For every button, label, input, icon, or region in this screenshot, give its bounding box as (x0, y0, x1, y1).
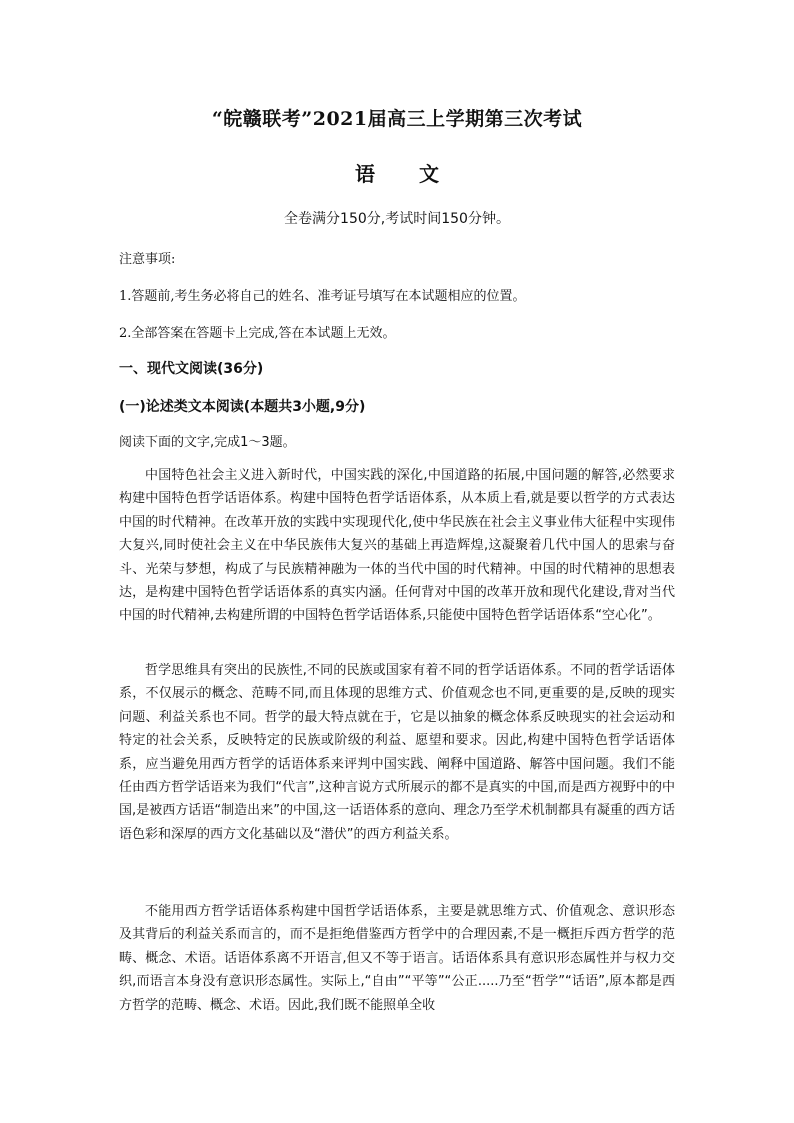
exam-title: “皖赣联考”2021届高三上学期第三次考试 (211, 108, 583, 130)
notice-item-2: 2.全部答案在答题卡上完成,答在本试题上无效。 (119, 326, 396, 341)
passage-paragraph-3: 不能用西方哲学话语体系构建中国哲学话语体系，主要是就思维方式、价值观念、意识形态及其背后的利益关系而言的，而不是拒绝借鉴西方哲学中的合理因素,不是一概拒斥西方哲学的范畴、概念、术语。话语体系离不开语言,但又不等于语言。话语体系具有意识形态属性并与权力交织,而语言本身没有意识形态属性。实际上,“自由”“平等”“公正.....乃至“哲学”“话语”,原本都是西方哲学的范畴、概念、术语。因此,我们既不能照单全收 (119, 904, 675, 1013)
subject-title: 语文 (355, 162, 483, 186)
reading-instruction: 阅读下面的文字,完成1～3题。 (119, 435, 296, 450)
notice-label: 注意事项: (119, 252, 176, 267)
section-heading: 一、现代文阅读(36分) (119, 361, 264, 377)
passage-paragraph-1: 中国特色社会主义进入新时代，中国实践的深化,中国道路的拓展,中国问题的解答,必然要求构建中国特色哲学话语体系。构建中国特色哲学话语体系，从本质上看,就是要以哲学的方式表达中国的时代精神。在改革开放的实践中实现现代化,使中华民族在社会主义事业伟大征程中实现伟大复兴,同时使社会主义在中华民族伟大复兴的基础上再造辉煌,这凝聚着几代中国人的思索与奋斗、光荣与梦想，构成了与民族精神融为一体的当代中国的时代精神。中国的时代精神的思想表达，是构建中国特色哲学话语体系的真实内涵。任何背对中国的改革开放和现代化建设,背对当代中国的时代精神,去构建所谓的中国特色哲学话语体系,只能使中国特色哲学话语体系“空心化”。 (119, 468, 675, 624)
passage-paragraph-2: 哲学思维具有突出的民族性,不同的民族或国家有着不同的哲学话语体系。不同的哲学话语体系，不仅展示的概念、范畴不同,而且体现的思维方式、价值观念也不同,更重要的是,反映的现实问题、利益关系也不同。哲学的最大特点就在于，它是以抽象的概念体系反映现实的社会运动和特定的社会关系，反映特定的民族或阶级的利益、愿望和要求。因此,构建中国特色哲学话语体系，应当避免用西方哲学的话语体系来评判中国实践、阐释中国道路、解答中国问题。我们不能任由西方哲学话语来为我们“代言”,这种言说方式所展示的都不是真实的中国,而是西方视野中的中国,是被西方话语“制造出来”的中国,这一话语体系的意向、理念乃至学术机制都具有凝重的西方话语色彩和深厚的西方文化基础以及“潜伏”的西方利益关系。 (119, 663, 675, 842)
score-note: 全卷满分150分,考试时间150分钟。 (284, 211, 510, 227)
notice-item-1: 1.答题前,考生务必将自己的姓名、准考证号填写在本试题相应的位置。 (119, 289, 526, 304)
sub-section-heading: (一)论述类文本阅读(本题共3小题,9分) (119, 399, 366, 415)
